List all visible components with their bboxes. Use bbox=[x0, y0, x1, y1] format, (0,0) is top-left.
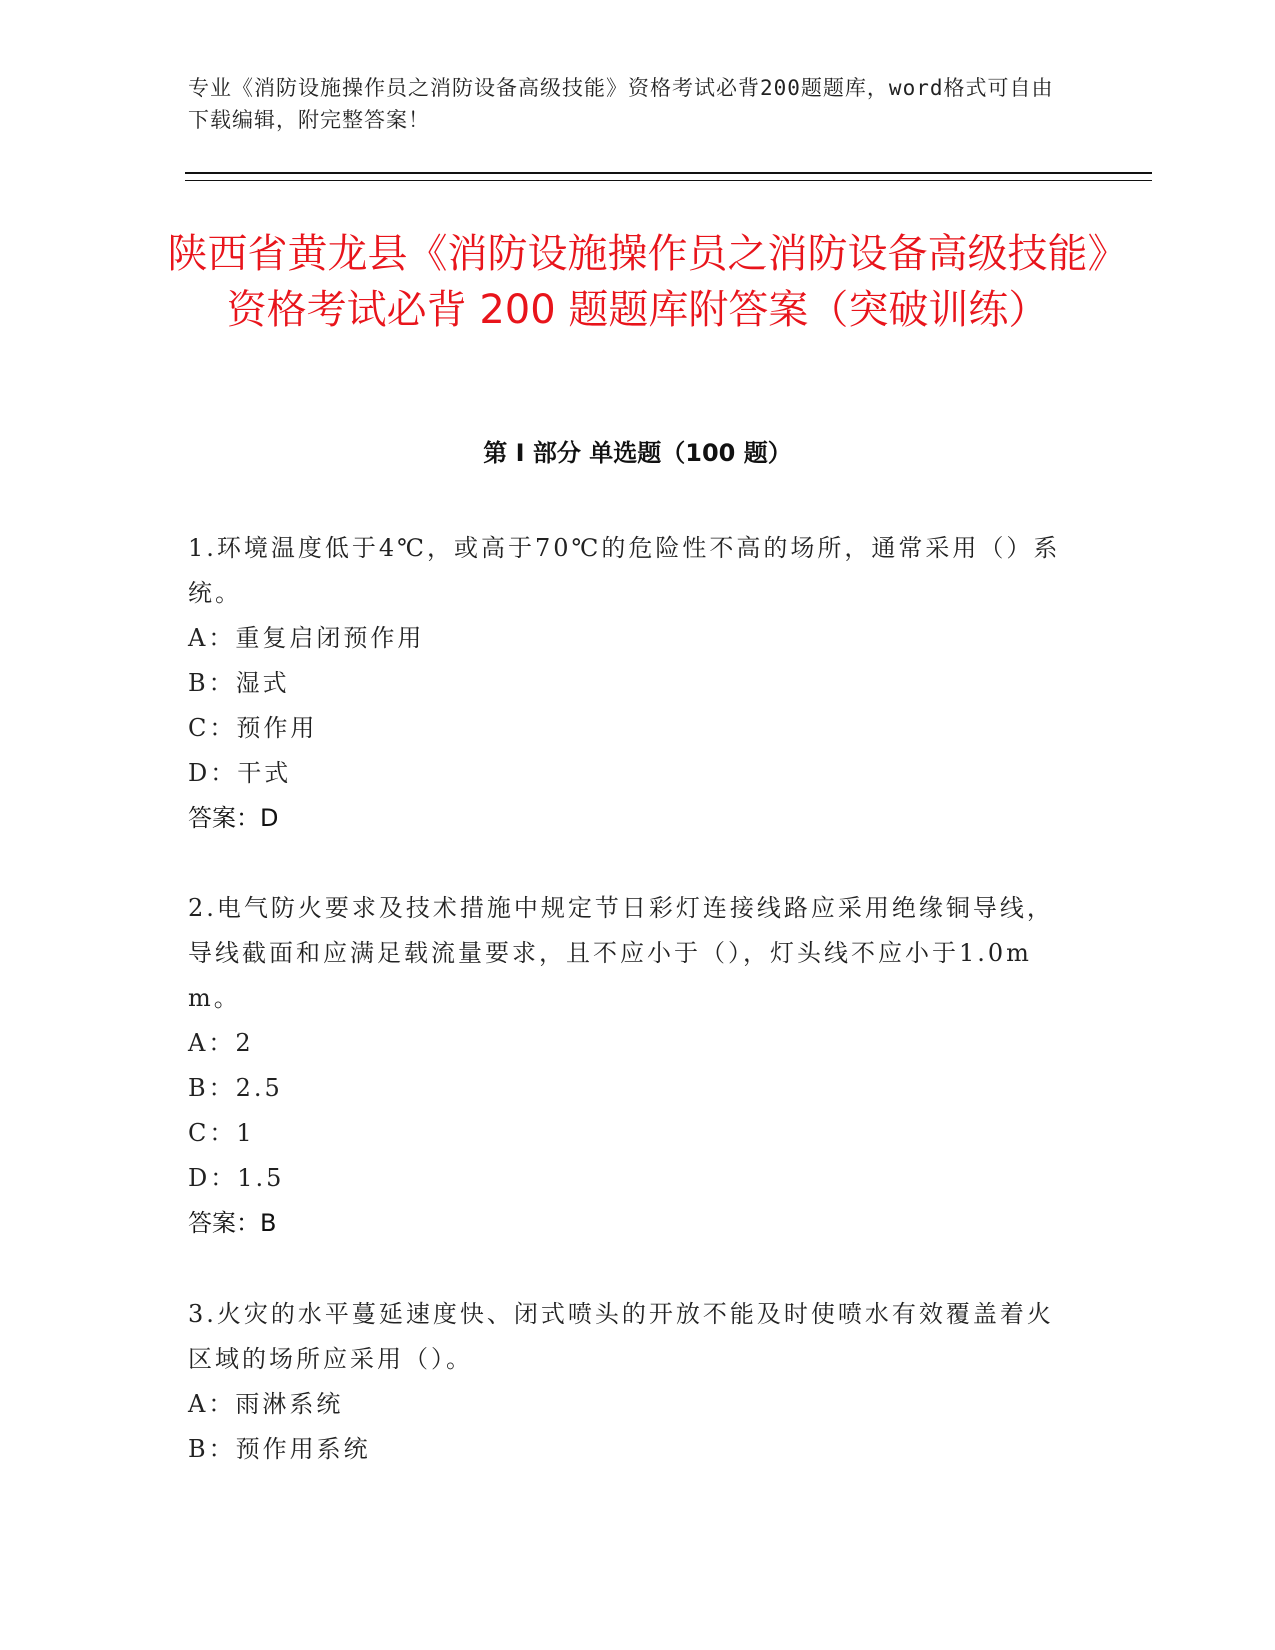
question-stem: 2.电气防火要求及技术措施中规定节日彩灯连接线路应采用绝缘铜导线，导线截面和应满足载流量要求，且不应小于（），灯头线不应小于1.0mm。 bbox=[188, 894, 1054, 1012]
option-a: A：雨淋系统 bbox=[188, 1390, 344, 1418]
option-b: B：预作用系统 bbox=[188, 1435, 371, 1463]
question-stem: 3.火灾的水平蔓延速度快、闭式喷头的开放不能及时使喷水有效覆盖着火区域的场所应采用（）。 bbox=[188, 1300, 1054, 1373]
option-b: B：湿式 bbox=[188, 669, 290, 697]
answer: 答案：B bbox=[188, 1209, 277, 1237]
question-3 bbox=[188, 1292, 1068, 1472]
answer: 答案：D bbox=[188, 804, 279, 832]
question-stem: 1.环境温度低于4℃，或高于70℃的危险性不高的场所，通常采用（）系统。 bbox=[188, 534, 1061, 607]
option-b: B：2.5 bbox=[188, 1074, 283, 1102]
header-divider-thin bbox=[185, 180, 1152, 181]
option-c: C：1 bbox=[188, 1119, 255, 1147]
section-title: 第 I 部分 单选题（100 题） bbox=[483, 439, 792, 467]
question-1 bbox=[188, 526, 1068, 841]
option-d: D：1.5 bbox=[188, 1164, 285, 1192]
question-2 bbox=[188, 886, 1068, 1246]
option-a: A：2 bbox=[188, 1029, 254, 1057]
header-divider-thick bbox=[185, 172, 1152, 174]
option-a: A：重复启闭预作用 bbox=[188, 624, 425, 652]
option-c: C：预作用 bbox=[188, 714, 318, 742]
option-d: D：干式 bbox=[188, 759, 292, 787]
document-title: 陕西省黄龙县《消防设施操作员之消防设备高级技能》资格考试必背 200 题题库附答案（突破训练） bbox=[167, 231, 1108, 333]
header-note: 专业《消防设施操作员之消防设备高级技能》资格考试必背200题题库，word格式可自由下载编辑，附完整答案！ bbox=[188, 76, 1054, 132]
